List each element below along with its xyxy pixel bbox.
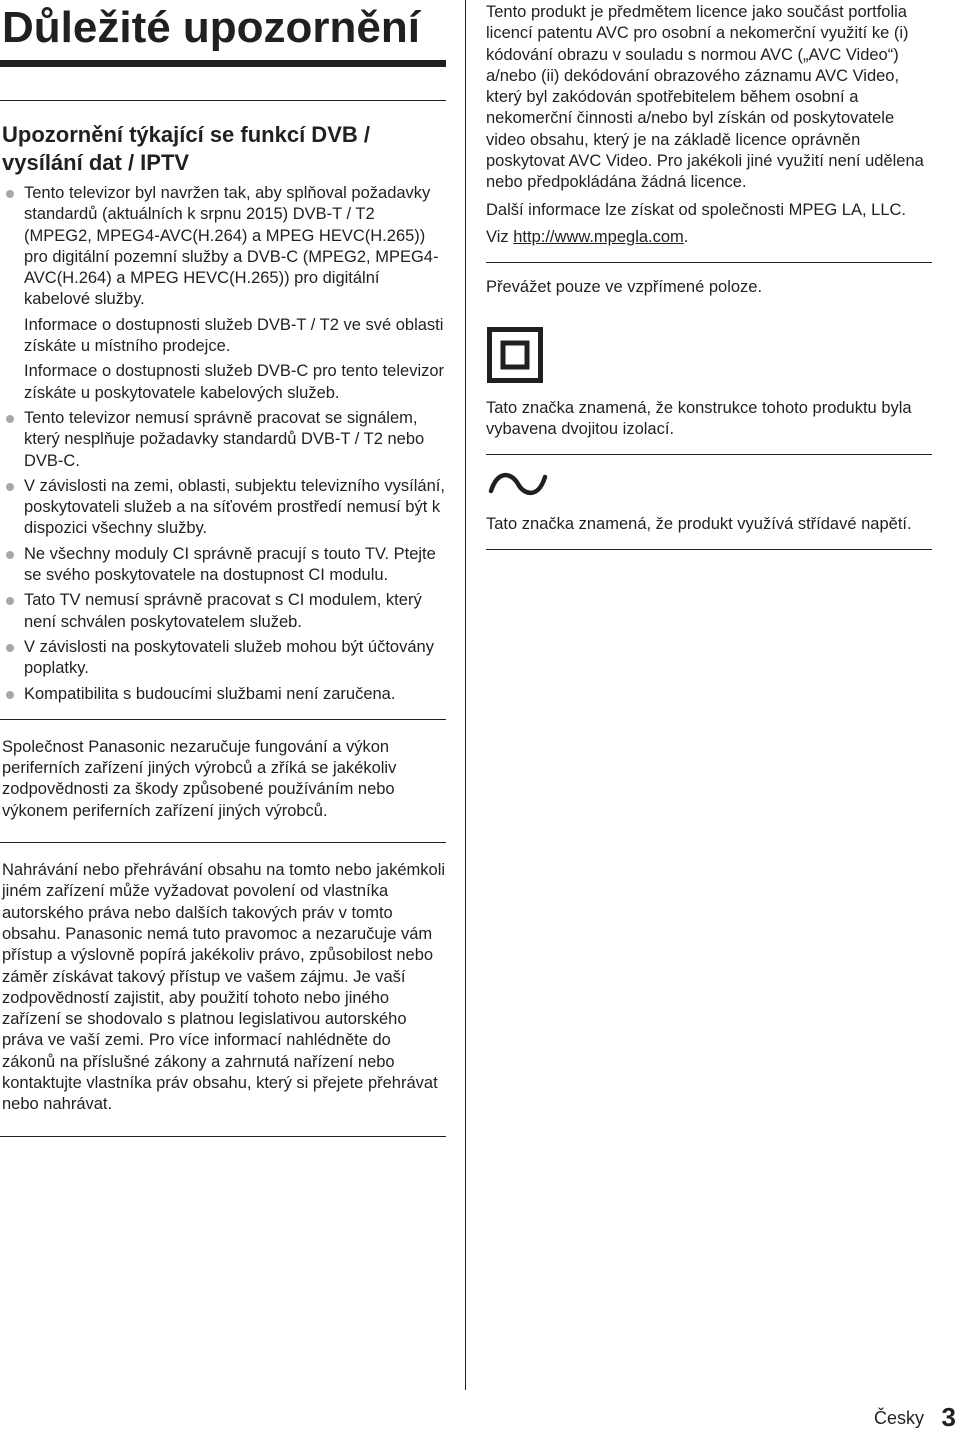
mpeg-la-link[interactable]: http://www.mpegla.com [513, 227, 684, 246]
column-divider [465, 0, 466, 1390]
dvb-bullet: Tento televizor byl navržen tak, aby splňoval požadavky standardů (aktuálních k srpnu 2015) DVB-T / T2 (MPEG2, MPEG4-AVC(H.264) a MPEG HEVC(H.265)) pro digitální pozemní služby a DVB-C (MPEG2, MPEG4-AVC(H.264) a MPEG HEVC(H.265)) pro digitální kabelové služby. [0, 183, 446, 311]
double-insulation-text: Tato značka znamená, že konstrukce tohoto produktu byla vybavena dvojitou izolací. [486, 398, 912, 438]
see-prefix: Viz [486, 227, 514, 246]
mpeg-la-info: Další informace lze získat od společnosti MPEG LA, LLC. [486, 200, 907, 219]
page-title: Důležité upozornění [2, 3, 420, 52]
dvb-bullet: Ne všechny moduly CI správně pracují s touto TV. Ptejte se svého poskytovatele na dostupnost CI modulu. [0, 544, 446, 587]
divider [0, 842, 446, 843]
ac-voltage-text: Tato značka znamená, že produkt využívá střídavé napětí. [486, 515, 912, 534]
mpeg-la-link-line [486, 227, 932, 248]
dvb-note: Informace o dostupnosti služeb DVB-T / T2 ve své oblasti získáte u místního prodejce. [24, 315, 444, 356]
title-underline [0, 60, 446, 67]
dvb-section-heading: Upozornění týkající se funkcí DVB / vysílání dat / IPTV [2, 122, 370, 175]
panasonic-disclaimer: Společnost Panasonic nezaručuje fungování a výkon periferních zařízení jiných výrobců a zříká se jakékoliv zodpovědnosti za škody způsobené používáním nebo výkonem periferních zařízení jiných výrobců. [2, 737, 397, 820]
dvb-bullet-list [0, 183, 446, 311]
right-column [486, 0, 932, 550]
dvb-bullet: Tento televizor nemusí správně pracovat se signálem, který nesplňuje požadavky standardů DVB-T / T2 nebo DVB-C. [0, 408, 446, 472]
avc-license-text: Tento produkt je předmětem licence jako součást portfolia licencí patentu AVC pro osobní a nekomerční využití ke (i) kódování obrazu v souladu s normou AVC („AVC Video“) a/nebo (ii) dekódování obrazového záznamu AVC Video, který byl zakódován spotřebitelem během osobní a nekomerční činnosti a/nebo byl získán od poskytovatele video obsahu, který je na základě licence oprávněn poskytovat AVC Video. Pro jakékoli jiné využití není udělena nebo předpokládána žádná licence. [486, 3, 924, 192]
page-number: 3 [941, 1402, 956, 1432]
divider [486, 454, 932, 455]
ac-tilde-icon [488, 469, 932, 504]
see-suffix: . [683, 227, 689, 246]
divider [0, 1136, 446, 1137]
divider [486, 549, 932, 550]
divider [0, 100, 446, 101]
dvb-note: Informace o dostupnosti služeb DVB-C pro tento televizor získáte u poskytovatele kabelových služeb. [24, 362, 445, 402]
dvb-bullet: V závislosti na poskytovateli služeb mohou být účtovány poplatky. [0, 637, 446, 680]
dvb-bullet: Kompatibilita s budoucími službami není zaručena. [0, 684, 446, 705]
left-column [0, 0, 446, 1137]
dvb-bullet: Tato TV nemusí správně pracovat s CI modulem, který není schválen poskytovatelem služeb. [0, 590, 446, 633]
divider [486, 262, 932, 263]
language-label: Česky [873, 1408, 924, 1428]
dvb-bullet-list [0, 408, 446, 705]
recording-notice: Nahrávání nebo přehrávání obsahu na tomto nebo jakémkoli jiném zařízení může vyžadovat povolení od vlastníka autorského práva nebo dalších takových práv v tomto obsahu. Panasonic nemá tuto pravomoc a nezaručuje vám přístup a výslovně popírá jakékoliv právo, způsobilost nebo záměr získávat takový přístup ve vašem zájmu. Je vaší zodpovědností zajistit, aby použití tohoto nebo jiného zařízení se shodovalo s platnou legislativou autorského práva ve vaší zemi. Pro více informací nahlédněte do zákonů na příslušné zákony a zahrnutá nařízení nebo kontaktujte vlastníka práv obsahu, který si přejete přehrávat nebo nahrávat. [2, 861, 446, 1114]
double-insulation-icon [487, 327, 932, 388]
transport-note: Převážet pouze ve vzpřímené poloze. [486, 278, 763, 297]
divider [0, 719, 446, 720]
dvb-bullet: V závislosti na zemi, oblasti, subjektu televizního vysílání, poskytovateli služeb a na síťovém prostředí nemusí být k dispozici všechny služby. [0, 476, 446, 540]
